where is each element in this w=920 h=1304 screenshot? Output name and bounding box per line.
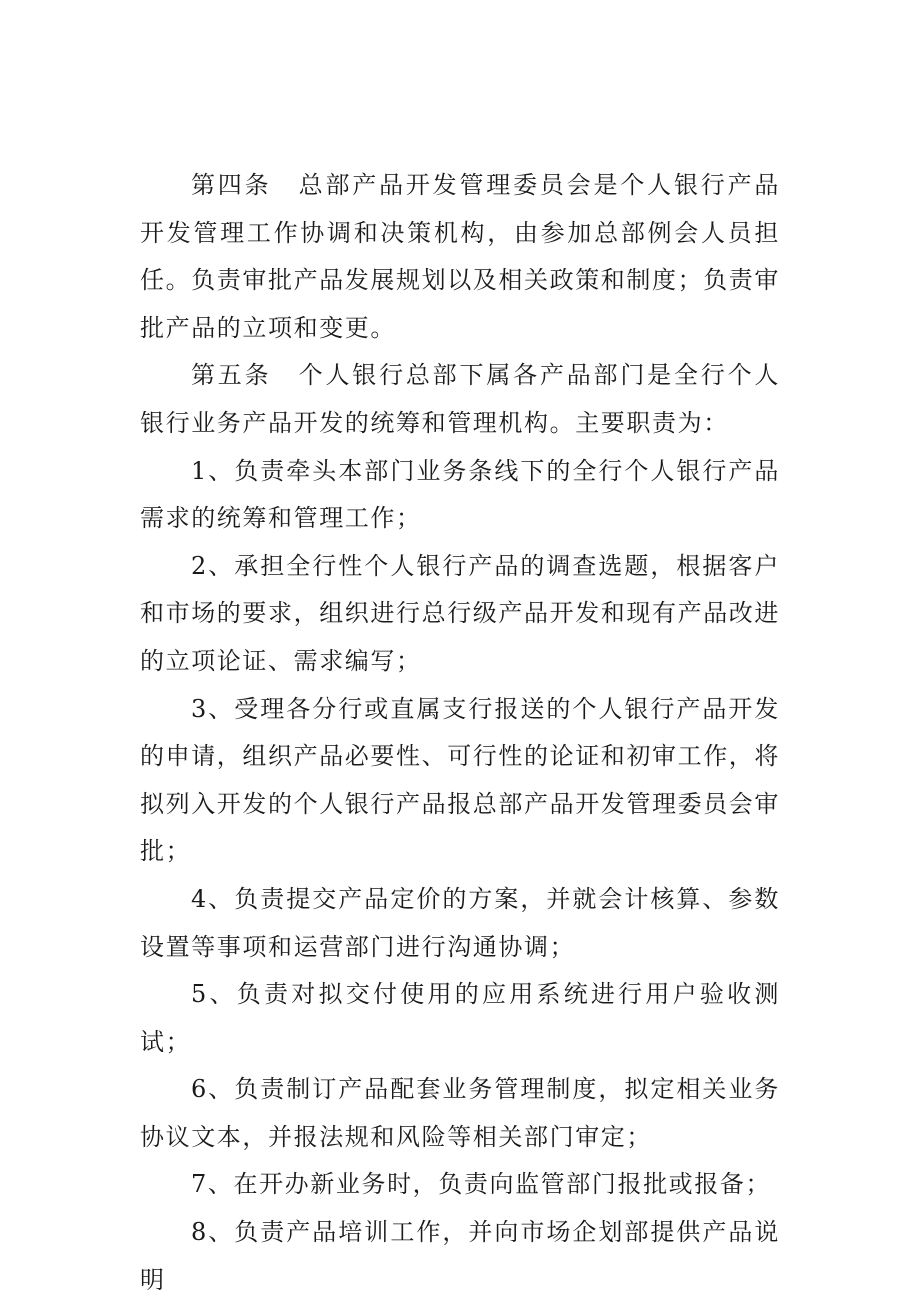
duty-item-8: 8、负责产品培训工作，并向市场企划部提供产品说明 [140,1218,780,1294]
duty-item-7: 7、在开办新业务时，负责向监管部门报批或报备； [191,1170,772,1199]
article-5-label: 第五条 [191,361,272,390]
duty-item-5: 5、负责对拟交付使用的应用系统进行用户验收测试； [140,980,780,1056]
duty-item-2: 2、承担全行性个人银行产品的调查选题，根据客户和市场的要求，组织进行总行级产品开发和现有产品改进的立项论证、需求编写； [140,551,780,675]
article-4-label: 第四条 [191,171,272,199]
article-5-paragraph [140,352,780,447]
duty-item-4: 4、负责提交产品定价的方案，并就会计核算、参数设置等事项和运营部门进行沟通协调； [140,884,780,961]
duty-item-1: 1、负责牵头本部门业务条线下的全行个人银行产品需求的统筹和管理工作； [140,456,780,533]
article-4-text: 总部产品开发管理委员会是个人银行产品开发管理工作协调和决策机构，由参加总部例会人员担任。负责审批产品发展规划以及相关政策和制度；负责审批产品的立项和变更。 [140,171,780,342]
document-body [140,162,780,1304]
duty-item-3: 3、受理各分行或直属支行报送的个人银行产品开发的申请，组织产品必要性、可行性的论证和初审工作，将拟列入开发的个人银行产品报总部产品开发管理委员会审批； [140,694,780,866]
duty-item-6: 6、负责制订产品配套业务管理制度，拟定相关业务协议文本，并报法规和风险等相关部门审定； [140,1075,780,1151]
article-5-text: 个人银行总部下属各产品部门是全行个人银行业务产品开发的统筹和管理机构。主要职责为： [140,361,780,437]
article-4-paragraph [140,162,780,352]
